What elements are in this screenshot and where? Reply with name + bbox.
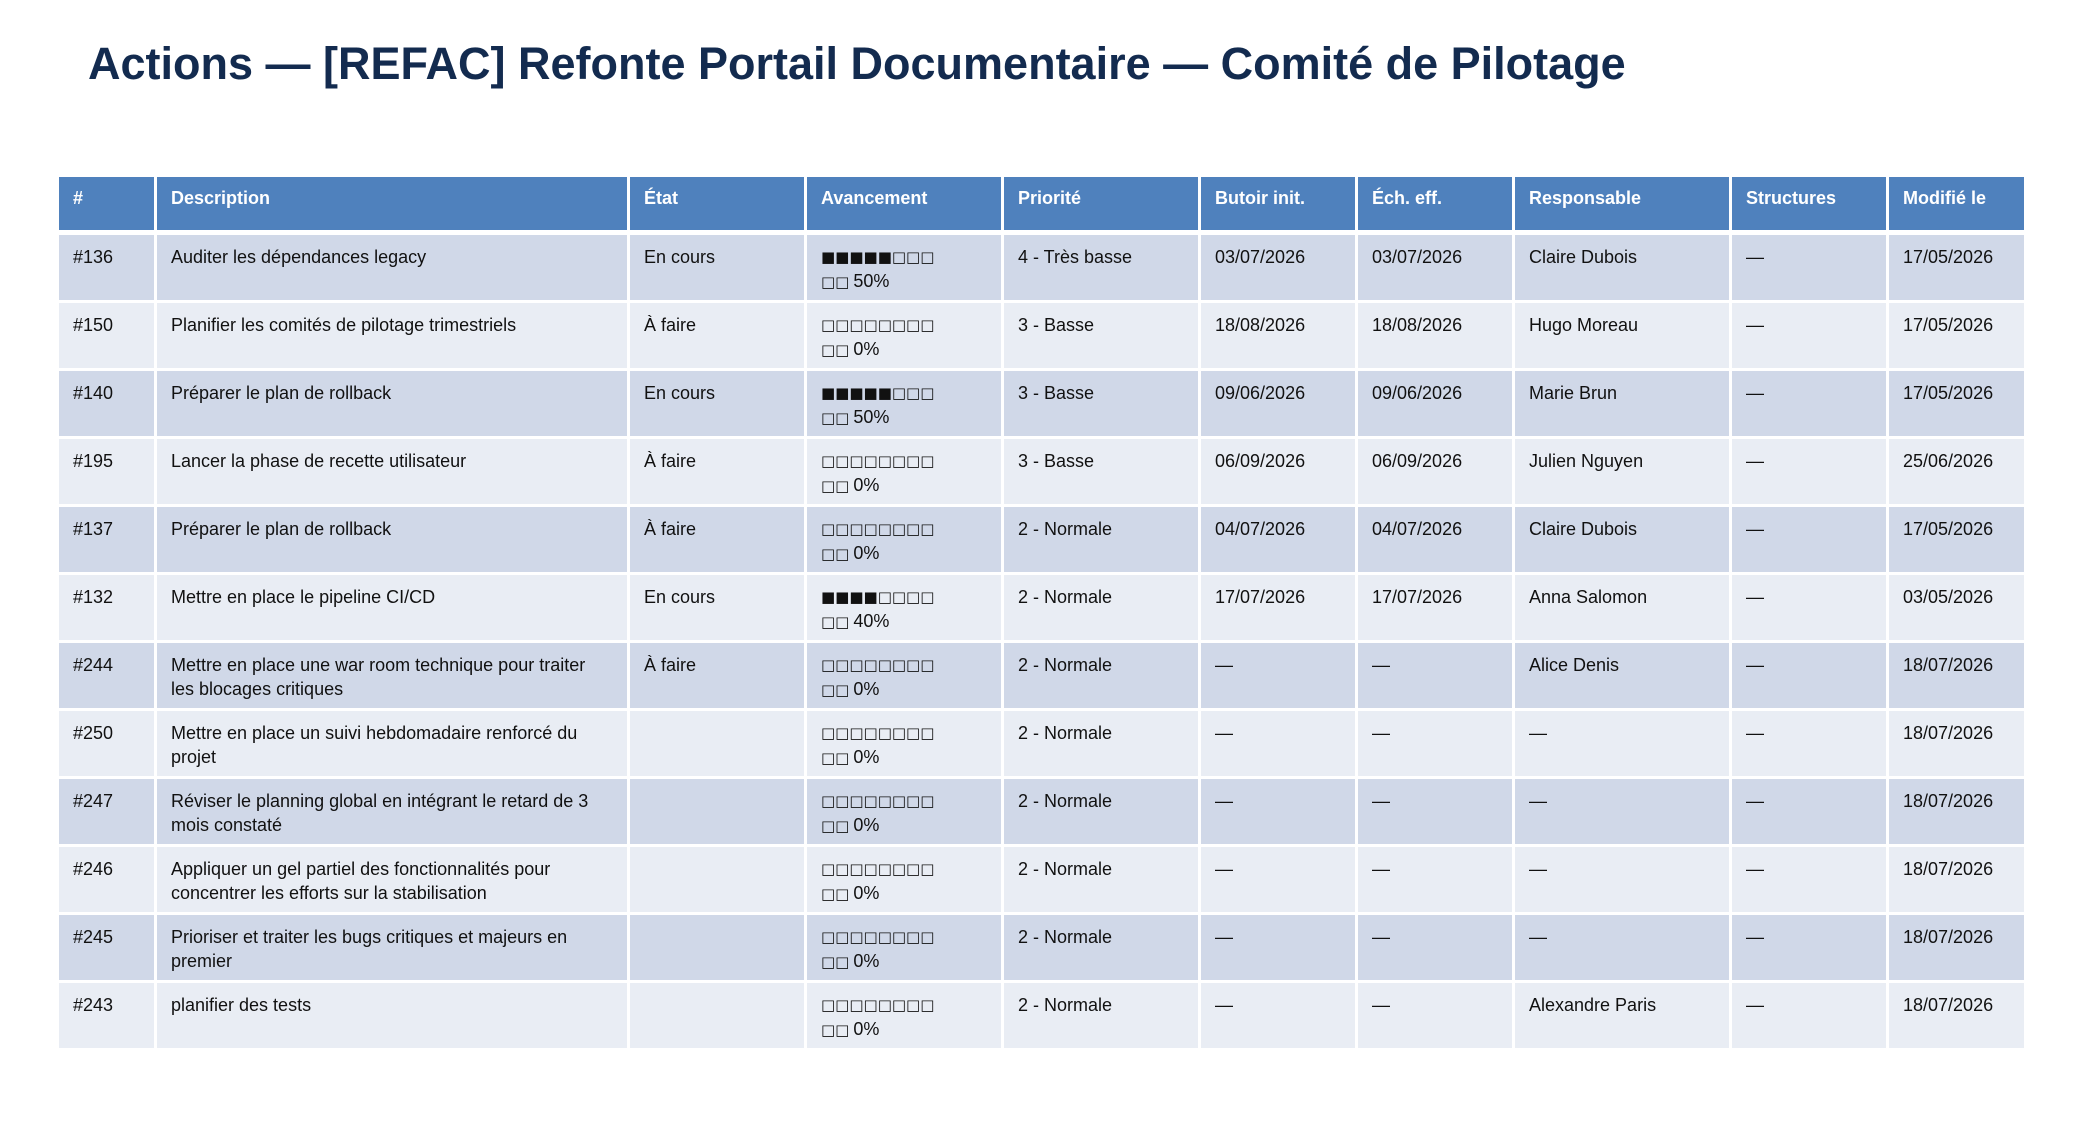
cell-avancement [806, 506, 1003, 574]
cell-modifie: 18/07/2026 [1888, 710, 2026, 778]
progress-percent: 50% [853, 271, 890, 291]
progress-bar: □□□□□□□□ [821, 860, 935, 878]
progress-percent: 0% [853, 1019, 880, 1039]
cell-responsable: — [1514, 710, 1731, 778]
cell-modifie: 18/07/2026 [1888, 642, 2026, 710]
cell-id: #150 [58, 302, 156, 370]
cell-id: #247 [58, 778, 156, 846]
cell-responsable: Claire Dubois [1514, 506, 1731, 574]
cell-id: #195 [58, 438, 156, 506]
progress-percent: 0% [853, 475, 880, 495]
progress-bar: □□□□□□□□ [821, 656, 935, 674]
progress-percent: 50% [853, 407, 890, 427]
cell-id: #245 [58, 914, 156, 982]
progress-bar-tail: □□ [821, 613, 850, 631]
column-header-etat: État [629, 177, 806, 233]
cell-structures: — [1731, 302, 1888, 370]
cell-butoir: — [1200, 982, 1357, 1050]
progress-bar: ■■■■■□□□ [821, 248, 935, 266]
column-header-structures: Structures [1731, 177, 1888, 233]
cell-etat: À faire [629, 642, 806, 710]
progress-line-2 [821, 609, 987, 634]
progress-bar: □□□□□□□□ [821, 996, 935, 1014]
table-row [58, 438, 2026, 506]
table-row [58, 233, 2026, 302]
cell-responsable: Hugo Moreau [1514, 302, 1731, 370]
cell-avancement [806, 302, 1003, 370]
progress-bar: □□□□□□□□ [821, 724, 935, 742]
cell-butoir: — [1200, 710, 1357, 778]
table-row [58, 778, 2026, 846]
table-row [58, 302, 2026, 370]
cell-description: Prioriser et traiter les bugs critiques et majeurs en premier [156, 914, 629, 982]
cell-priorite: 3 - Basse [1003, 438, 1200, 506]
cell-avancement [806, 846, 1003, 914]
progress-bar-tail: □□ [821, 885, 850, 903]
cell-id: #132 [58, 574, 156, 642]
cell-structures: — [1731, 574, 1888, 642]
cell-etat: À faire [629, 506, 806, 574]
cell-structures: — [1731, 233, 1888, 302]
cell-description: planifier des tests [156, 982, 629, 1050]
progress-bar: □□□□□□□□ [821, 452, 935, 470]
progress-bar-tail: □□ [821, 341, 850, 359]
cell-etat: À faire [629, 438, 806, 506]
progress-bar-tail: □□ [821, 273, 850, 291]
cell-responsable: Alexandre Paris [1514, 982, 1731, 1050]
progress-bar-tail: □□ [821, 953, 850, 971]
cell-priorite: 4 - Très basse [1003, 233, 1200, 302]
cell-butoir: 04/07/2026 [1200, 506, 1357, 574]
cell-description: Appliquer un gel partiel des fonctionnalités pour concentrer les efforts sur la stabilisation [156, 846, 629, 914]
cell-description: Mettre en place un suivi hebdomadaire renforcé du projet [156, 710, 629, 778]
table-row [58, 846, 2026, 914]
table-row [58, 574, 2026, 642]
cell-butoir: — [1200, 914, 1357, 982]
cell-echeance: 04/07/2026 [1357, 506, 1514, 574]
cell-echeance: 03/07/2026 [1357, 233, 1514, 302]
progress-bar: □□□□□□□□ [821, 928, 935, 946]
cell-butoir: 18/08/2026 [1200, 302, 1357, 370]
progress-bar: ■■■■□□□□ [821, 588, 935, 606]
cell-structures: — [1731, 914, 1888, 982]
cell-structures: — [1731, 506, 1888, 574]
cell-butoir: — [1200, 846, 1357, 914]
cell-avancement [806, 233, 1003, 302]
page-title: Actions — [REFAC] Refonte Portail Documentaire — Comité de Pilotage [88, 38, 1626, 89]
cell-id: #250 [58, 710, 156, 778]
cell-echeance: 18/08/2026 [1357, 302, 1514, 370]
cell-echeance: — [1357, 982, 1514, 1050]
cell-avancement [806, 914, 1003, 982]
column-header-avancement: Avancement [806, 177, 1003, 233]
column-header-modifie: Modifié le [1888, 177, 2026, 233]
cell-priorite: 2 - Normale [1003, 982, 1200, 1050]
progress-line-2 [821, 745, 987, 770]
cell-responsable: Alice Denis [1514, 642, 1731, 710]
cell-modifie: 18/07/2026 [1888, 846, 2026, 914]
cell-modifie: 17/05/2026 [1888, 233, 2026, 302]
cell-etat: En cours [629, 233, 806, 302]
cell-structures: — [1731, 370, 1888, 438]
cell-echeance: — [1357, 914, 1514, 982]
cell-butoir: 03/07/2026 [1200, 233, 1357, 302]
cell-echeance: — [1357, 846, 1514, 914]
cell-avancement [806, 778, 1003, 846]
cell-etat: À faire [629, 302, 806, 370]
progress-bar: □□□□□□□□ [821, 316, 935, 334]
progress-bar: ■■■■■□□□ [821, 384, 935, 402]
cell-description: Préparer le plan de rollback [156, 370, 629, 438]
cell-butoir: — [1200, 778, 1357, 846]
progress-bar: □□□□□□□□ [821, 520, 935, 538]
table-row [58, 710, 2026, 778]
cell-modifie: 18/07/2026 [1888, 778, 2026, 846]
cell-description: Auditer les dépendances legacy [156, 233, 629, 302]
column-header-echeance: Éch. eff. [1357, 177, 1514, 233]
progress-percent: 0% [853, 543, 880, 563]
cell-description: Réviser le planning global en intégrant le retard de 3 mois constaté [156, 778, 629, 846]
cell-description: Mettre en place le pipeline CI/CD [156, 574, 629, 642]
cell-echeance: 09/06/2026 [1357, 370, 1514, 438]
cell-echeance: — [1357, 642, 1514, 710]
table-body [58, 233, 2026, 1050]
cell-id: #140 [58, 370, 156, 438]
cell-etat [629, 778, 806, 846]
cell-description: Planifier les comités de pilotage trimestriels [156, 302, 629, 370]
table-row [58, 370, 2026, 438]
cell-avancement [806, 642, 1003, 710]
progress-line-2 [821, 473, 987, 498]
progress-percent: 40% [853, 611, 890, 631]
cell-id: #244 [58, 642, 156, 710]
cell-structures: — [1731, 642, 1888, 710]
progress-bar: □□□□□□□□ [821, 792, 935, 810]
cell-responsable: Julien Nguyen [1514, 438, 1731, 506]
cell-priorite: 2 - Normale [1003, 642, 1200, 710]
cell-responsable: — [1514, 914, 1731, 982]
progress-line-2 [821, 269, 987, 294]
cell-echeance: 17/07/2026 [1357, 574, 1514, 642]
cell-etat [629, 914, 806, 982]
cell-priorite: 3 - Basse [1003, 302, 1200, 370]
table-row [58, 642, 2026, 710]
progress-percent: 0% [853, 679, 880, 699]
progress-percent: 0% [853, 339, 880, 359]
progress-percent: 0% [853, 951, 880, 971]
cell-structures: — [1731, 438, 1888, 506]
cell-echeance: — [1357, 710, 1514, 778]
cell-description: Lancer la phase de recette utilisateur [156, 438, 629, 506]
table-header-row [58, 177, 2026, 233]
cell-responsable: — [1514, 846, 1731, 914]
progress-bar-tail: □□ [821, 749, 850, 767]
cell-avancement [806, 574, 1003, 642]
cell-etat [629, 710, 806, 778]
cell-echeance: 06/09/2026 [1357, 438, 1514, 506]
progress-percent: 0% [853, 883, 880, 903]
actions-table [56, 177, 2027, 1051]
progress-bar-tail: □□ [821, 681, 850, 699]
column-header-responsable: Responsable [1514, 177, 1731, 233]
cell-priorite: 3 - Basse [1003, 370, 1200, 438]
progress-line-2 [821, 677, 987, 702]
cell-modifie: 18/07/2026 [1888, 982, 2026, 1050]
cell-priorite: 2 - Normale [1003, 914, 1200, 982]
cell-description: Mettre en place une war room technique pour traiter les blocages critiques [156, 642, 629, 710]
cell-structures: — [1731, 982, 1888, 1050]
table-row [58, 506, 2026, 574]
cell-priorite: 2 - Normale [1003, 574, 1200, 642]
progress-line-2 [821, 813, 987, 838]
progress-bar-tail: □□ [821, 477, 850, 495]
cell-structures: — [1731, 846, 1888, 914]
cell-modifie: 17/05/2026 [1888, 370, 2026, 438]
cell-butoir: 06/09/2026 [1200, 438, 1357, 506]
cell-description: Préparer le plan de rollback [156, 506, 629, 574]
cell-structures: — [1731, 710, 1888, 778]
progress-percent: 0% [853, 747, 880, 767]
cell-etat [629, 982, 806, 1050]
table-row [58, 982, 2026, 1050]
cell-avancement [806, 438, 1003, 506]
column-header-butoir: Butoir init. [1200, 177, 1357, 233]
cell-priorite: 2 - Normale [1003, 506, 1200, 574]
progress-bar-tail: □□ [821, 1021, 850, 1039]
cell-responsable: Claire Dubois [1514, 233, 1731, 302]
cell-structures: — [1731, 778, 1888, 846]
cell-butoir: 09/06/2026 [1200, 370, 1357, 438]
cell-modifie: 03/05/2026 [1888, 574, 2026, 642]
cell-id: #246 [58, 846, 156, 914]
column-header-description: Description [156, 177, 629, 233]
cell-priorite: 2 - Normale [1003, 778, 1200, 846]
progress-bar-tail: □□ [821, 545, 850, 563]
progress-bar-tail: □□ [821, 817, 850, 835]
cell-priorite: 2 - Normale [1003, 846, 1200, 914]
cell-echeance: — [1357, 778, 1514, 846]
cell-responsable: Anna Salomon [1514, 574, 1731, 642]
cell-responsable: — [1514, 778, 1731, 846]
progress-line-2 [821, 405, 987, 430]
progress-line-2 [821, 1017, 987, 1042]
cell-etat: En cours [629, 574, 806, 642]
cell-id: #137 [58, 506, 156, 574]
cell-avancement [806, 982, 1003, 1050]
cell-priorite: 2 - Normale [1003, 710, 1200, 778]
progress-line-2 [821, 337, 987, 362]
cell-modifie: 17/05/2026 [1888, 506, 2026, 574]
cell-avancement [806, 370, 1003, 438]
cell-butoir: — [1200, 642, 1357, 710]
progress-line-2 [821, 881, 987, 906]
cell-modifie: 18/07/2026 [1888, 914, 2026, 982]
cell-id: #136 [58, 233, 156, 302]
cell-etat: En cours [629, 370, 806, 438]
column-header-id: # [58, 177, 156, 233]
cell-modifie: 17/05/2026 [1888, 302, 2026, 370]
cell-id: #243 [58, 982, 156, 1050]
column-header-priorite: Priorité [1003, 177, 1200, 233]
cell-modifie: 25/06/2026 [1888, 438, 2026, 506]
cell-butoir: 17/07/2026 [1200, 574, 1357, 642]
progress-bar-tail: □□ [821, 409, 850, 427]
progress-line-2 [821, 541, 987, 566]
cell-responsable: Marie Brun [1514, 370, 1731, 438]
cell-avancement [806, 710, 1003, 778]
progress-percent: 0% [853, 815, 880, 835]
cell-etat [629, 846, 806, 914]
progress-line-2 [821, 949, 987, 974]
table-row [58, 914, 2026, 982]
